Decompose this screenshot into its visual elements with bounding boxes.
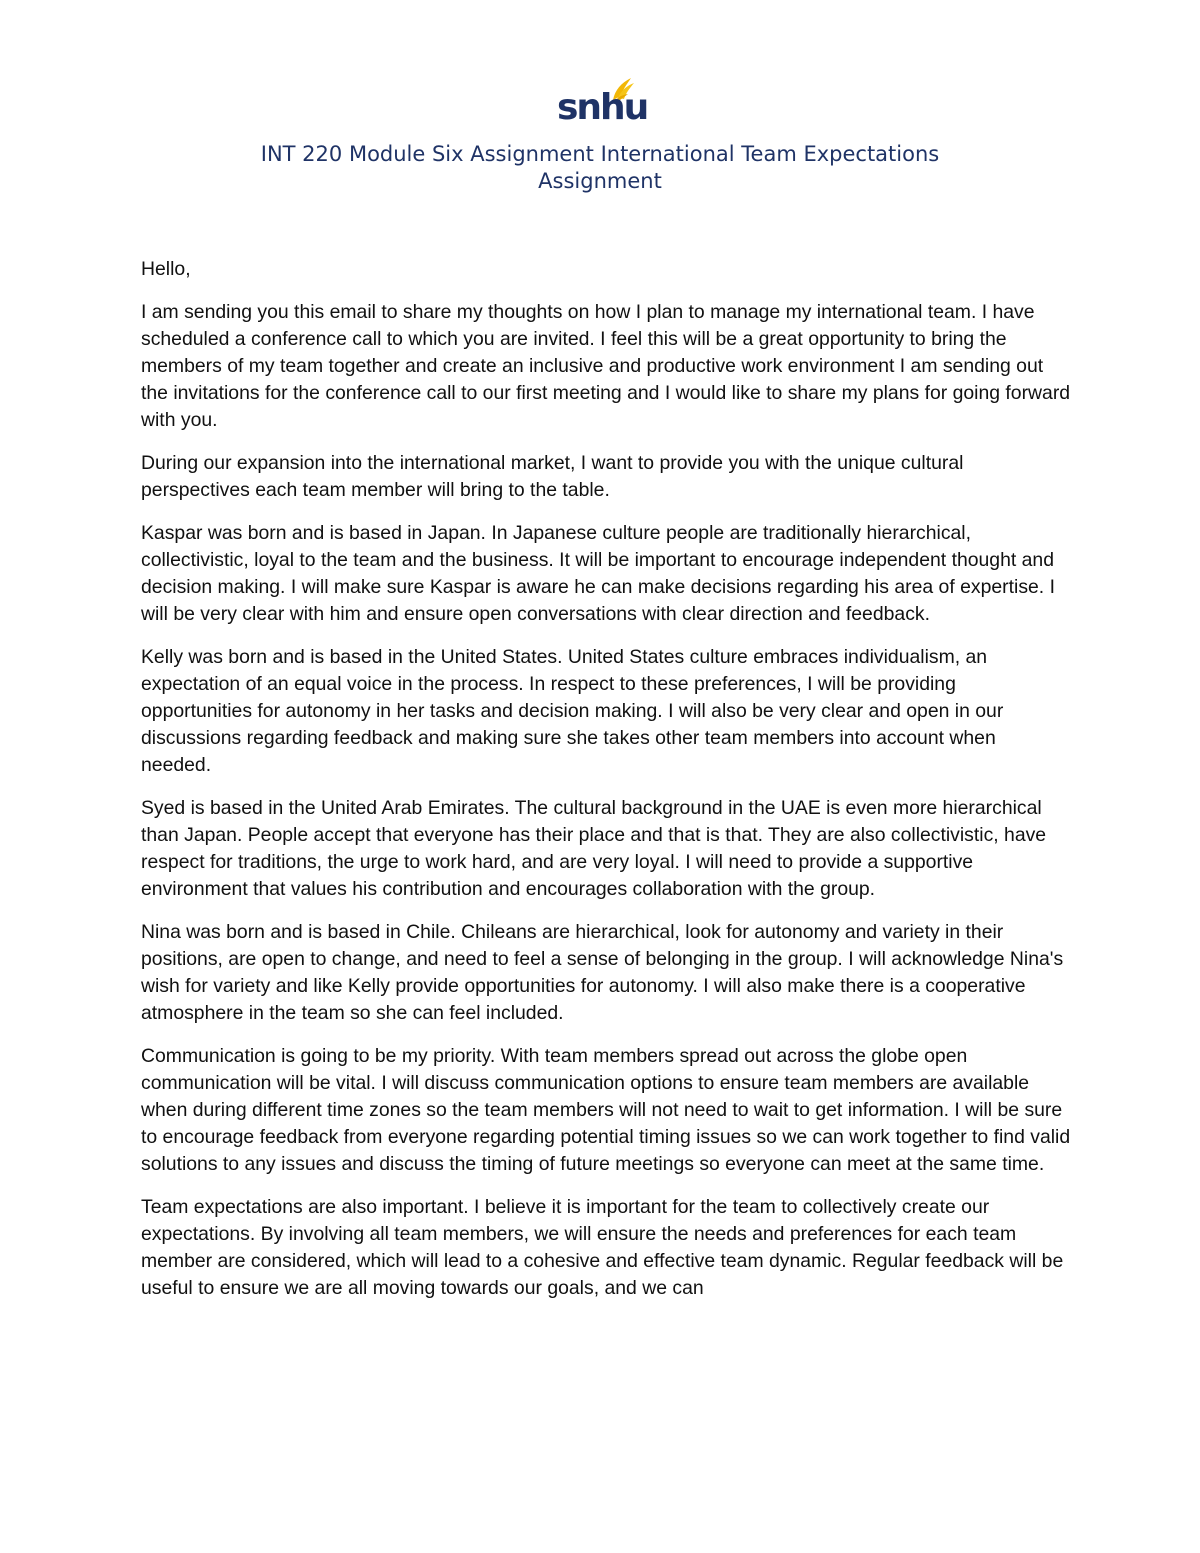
paragraph-communication: Communication is going to be my priority. With team members spread out across the globe open communication will be vital. I will discuss communication options to ensure team members are available when during different time zones so the team members will not need to wait to get information. I will be sure to encourage feedback from everyone regarding potential timing issues so we can work together to find valid solutions to any issues and discuss the timing of future meetings so everyone can meet at the same time. (141, 1045, 1071, 1175)
paragraph-kaspar: Kaspar was born and is based in Japan. In Japanese culture people are traditionally hierarchical, collectivistic, loyal to the team and the business. It will be important to encourage independent thought and decision making. I will make sure Kaspar is aware he can make decisions regarding his area of expertise. I will be very clear with him and ensure open conversations with clear direction and feedback. (141, 522, 1055, 625)
snhu-logo (553, 74, 648, 134)
paragraph-kelly: Kelly was born and is based in the United States. United States culture embraces individualism, an expectation of an equal voice in the process. In respect to these preferences, I will be providing opportunities for autonomy in her tasks and decision making. I will also be very clear and open in our discussions regarding feedback and making sure she takes other team members into account when needed. (141, 646, 1004, 776)
page-title (140, 141, 1060, 195)
paragraph-expectations: Team expectations are also important. I believe it is important for the team to collectively create our expectations. By involving all team members, we will ensure the needs and preferences for each team member are considered, which will lead to a cohesive and effective team dynamic. Regular feedback will be useful to ensure we are all moving towards our goals, and we can (141, 1196, 1064, 1299)
logo-wordmark: snhu (557, 87, 648, 128)
paragraph-nina: Nina was born and is based in Chile. Chileans are hierarchical, look for autonomy and variety in their positions, are open to change, and need to feel a sense of belonging in the group. I will acknowledge Nina's wish for variety and like Kelly provide opportunities for autonomy. I will also make there is a cooperative atmosphere in the team so she can feel included. (141, 921, 1064, 1024)
letter-body (141, 256, 1071, 1318)
paragraph-expansion: During our expansion into the international market, I want to provide you with the unique cultural perspectives each team member will bring to the table. (141, 452, 964, 501)
title-line-1: INT 220 Module Six Assignment International Team Expectations (260, 142, 940, 166)
greeting: Hello, (141, 258, 191, 280)
title-line-2: Assignment (538, 169, 662, 193)
paragraph-intro: I am sending you this email to share my thoughts on how I plan to manage my international team. I have scheduled a conference call to which you are invited. I feel this will be a great opportunity to bring the members of my team together and create an inclusive and productive work environment I am sending out the invitations for the conference call to our first meeting and I would like to share my plans for going forward with you. (141, 301, 1071, 431)
paragraph-syed: Syed is based in the United Arab Emirates. The cultural background in the UAE is even more hierarchical than Japan. People accept that everyone has their place and that is that. They are also collectivistic, have respect for traditions, the urge to work hard, and are very loyal. I will need to provide a supportive environment that values his contribution and encourages collaboration with the group. (141, 797, 1047, 900)
